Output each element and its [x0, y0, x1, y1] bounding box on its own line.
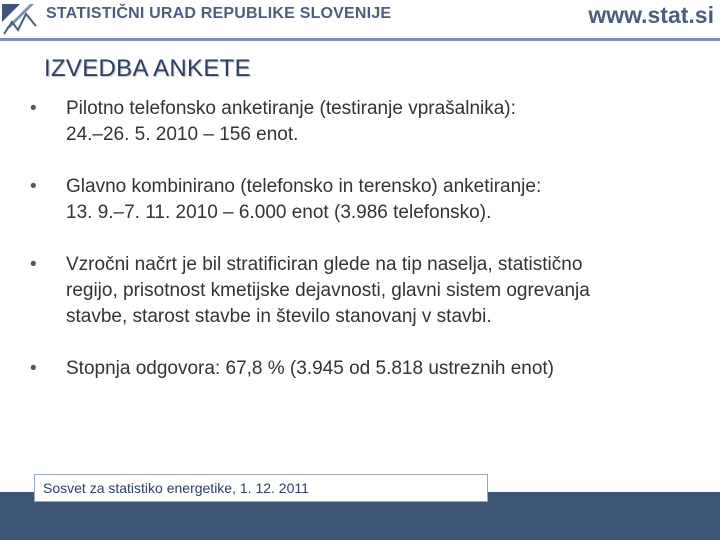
bullet-icon: •: [30, 254, 37, 275]
footer-caption-box: [34, 474, 488, 502]
bullet-text-line: Pilotno telefonsko anketiranje (testiranje vprašalnika):: [66, 98, 516, 119]
bullet-item: [30, 252, 700, 330]
footer-caption: Sosvet za statistiko energetike, 1. 12. 2011: [43, 480, 309, 496]
bullet-text-line: Stopnja odgovora: 67,8 % (3.945 od 5.818 ustreznih enot): [66, 358, 555, 379]
slide-title: IZVEDBA ANKETE: [44, 55, 251, 82]
bullet-text-line: Glavno kombinirano (telefonsko in terensko) anketiranje:: [66, 176, 542, 197]
bullet-text-line: Vzročni načrt je bil stratificiran glede na tip naselja, statistično: [66, 254, 583, 275]
bullet-item: [30, 356, 700, 382]
bullet-icon: •: [30, 98, 37, 119]
bullet-text-line: 24.–26. 5. 2010 – 156 enot.: [66, 124, 299, 145]
bullet-text-line: 13. 9.–7. 11. 2010 – 6.000 enot (3.986 telefonsko).: [66, 202, 492, 223]
bullet-text-line: regijo, prisotnost kmetijske dejavnosti, glavni sistem ogrevanja: [66, 280, 590, 301]
bullet-list: [30, 96, 700, 408]
bullet-item: [30, 96, 700, 148]
bullet-text-line: stavbe, starost stavbe in število stanovanj v stavbi.: [66, 306, 492, 327]
bullet-icon: •: [30, 358, 37, 379]
site-url[interactable]: www.stat.si: [588, 2, 714, 28]
sors-logo-icon: [0, 0, 40, 40]
bullet-icon: •: [30, 176, 37, 197]
header: [0, 0, 720, 38]
header-divider: [0, 38, 720, 41]
organization-name: STATISTIČNI URAD REPUBLIKE SLOVENIJE: [46, 5, 392, 22]
bullet-item: [30, 174, 700, 226]
